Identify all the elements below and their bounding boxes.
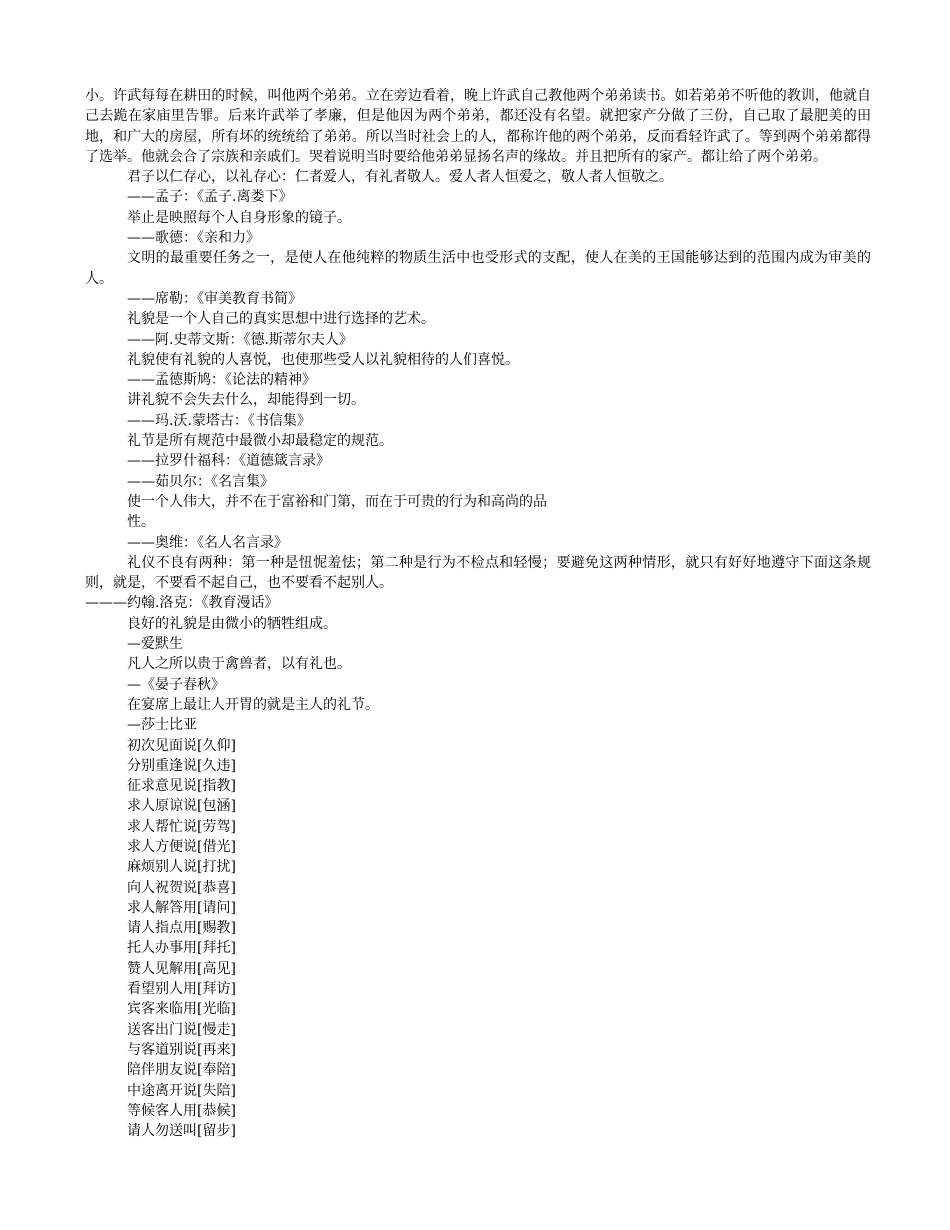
quote-source: ——歌德：《亲和力》 bbox=[127, 230, 260, 247]
list-item: 分别重逢说[久违] bbox=[127, 757, 236, 774]
list-item: 陪伴朋友说[奉陪] bbox=[127, 1062, 236, 1079]
list-item: 托人办事用[拜托] bbox=[127, 940, 236, 957]
quote-source: —《晏子春秋》 bbox=[127, 676, 225, 693]
document-page bbox=[85, 86, 871, 1141]
list-item: 请人勿送叫[留步] bbox=[127, 1123, 236, 1140]
quote-source: ——奥维：《名人名言录》 bbox=[127, 534, 288, 551]
list-item: 等候客人用[恭候] bbox=[127, 1102, 236, 1119]
quote-source: —爱默生 bbox=[127, 636, 183, 653]
list-item: 麻烦别人说[打扰] bbox=[127, 859, 236, 876]
list-item: 求人解答用[请问] bbox=[127, 899, 236, 916]
list-item: 向人祝贺说[恭喜] bbox=[127, 879, 236, 896]
quote-source: ——孟子：《孟子.离娄下》 bbox=[127, 189, 293, 206]
quote-text: 文明的最重要任务之一，是使人在他纯粹的物质生活中也受形式的支配，使人在美的王国能够达到的范围内成为审美的人。 bbox=[85, 250, 871, 287]
list-item: 中途离开说[失陪] bbox=[127, 1082, 236, 1099]
quote-text: 君子以仁存心，以礼存心：仁者爱人，有礼者敬人。爱人者人恒爱之，敬人者人恒敬之。 bbox=[127, 169, 673, 186]
quote-text: 良好的礼貌是由微小的牺牲组成。 bbox=[127, 615, 337, 632]
list-item: 看望别人用[拜访] bbox=[127, 981, 236, 998]
quote-text: 使一个人伟大，并不在于富裕和门第，而在于可贵的行为和高尚的品 bbox=[127, 493, 547, 510]
list-item: 送客出门说[慢走] bbox=[127, 1021, 236, 1038]
quote-source: ——孟德斯鸠：《论法的精神》 bbox=[127, 372, 316, 389]
list-item: 与客道别说[再来] bbox=[127, 1041, 236, 1058]
quote-text: 礼貌是一个人自己的真实思想中进行选择的艺术。 bbox=[127, 311, 435, 328]
paragraph-xu-wu-story: 小。许武每每在耕田的时候，叫他两个弟弟。立在旁边看着，晚上许武自己教他两个弟弟读书。如若弟弟不听他的教训，他就自己去跪在家庙里告罪。后来许武举了孝廉，但是他因为两个弟弟，都还没有名望。就把家产分做了三份，自己取了最肥美的田地，和广大的房屋，所有坏的统统给了弟弟。所以当时社会上的人，都称许他的两个弟弟，反而看轻许武了。等到两个弟弟都得了选举。他就会合了宗族和亲戚们。哭着说明当时要给他弟弟显扬名声的缘故。并且把所有的家产。都让给了两个弟弟。 bbox=[85, 88, 871, 165]
quote-text: 举止是映照每个人自身形象的镜子。 bbox=[127, 209, 351, 226]
quote-text: 礼貌使有礼貌的人喜悦，也使那些受人以礼貌相待的人们喜悦。 bbox=[127, 351, 519, 368]
quote-source: —莎士比亚 bbox=[127, 717, 197, 734]
list-item: 请人指点用[赐教] bbox=[127, 920, 236, 937]
courtesy-phrase-list bbox=[85, 736, 871, 1142]
list-item: 求人方便说[借光] bbox=[127, 838, 236, 855]
list-item: 赞人见解用[高见] bbox=[127, 960, 236, 977]
quote-source: ——拉罗什福科：《道德箴言录》 bbox=[127, 453, 330, 470]
quote-text: 凡人之所以贵于禽兽者，以有礼也。 bbox=[127, 656, 351, 673]
quote-text-continued: 性。 bbox=[127, 514, 155, 531]
quote-source: ——玛.沃.蒙塔古：《书信集》 bbox=[127, 412, 311, 429]
quote-source: ——阿.史蒂文斯：《德.斯蒂尔夫人》 bbox=[127, 331, 353, 348]
quote-source: ——席勒：《审美教育书简》 bbox=[127, 290, 302, 307]
list-item: 求人帮忙说[劳驾] bbox=[127, 818, 236, 835]
quote-source: ———约翰.洛克：《教育漫话》 bbox=[85, 595, 279, 612]
list-item: 求人原谅说[包涵] bbox=[127, 798, 236, 815]
list-item: 初次见面说[久仰] bbox=[127, 737, 236, 754]
list-item: 征求意见说[指教] bbox=[127, 778, 236, 795]
quote-source: ——茹贝尔：《名言集》 bbox=[127, 473, 274, 490]
quote-text: 讲礼貌不会失去什么，却能得到一切。 bbox=[127, 392, 365, 409]
list-item: 宾客来临用[光临] bbox=[127, 1001, 236, 1018]
quote-text: 礼节是所有规范中最微小却最稳定的规范。 bbox=[127, 433, 393, 450]
quote-text: 礼仪不良有两种：第一种是忸怩羞怯；第二种是行为不检点和轻慢；要避免这两种情形，就只有好好地遵守下面这条规则，就是，不要看不起自己，也不要看不起别人。 bbox=[85, 554, 871, 592]
quote-text: 在宴席上最让人开胃的就是主人的礼节。 bbox=[127, 696, 379, 713]
